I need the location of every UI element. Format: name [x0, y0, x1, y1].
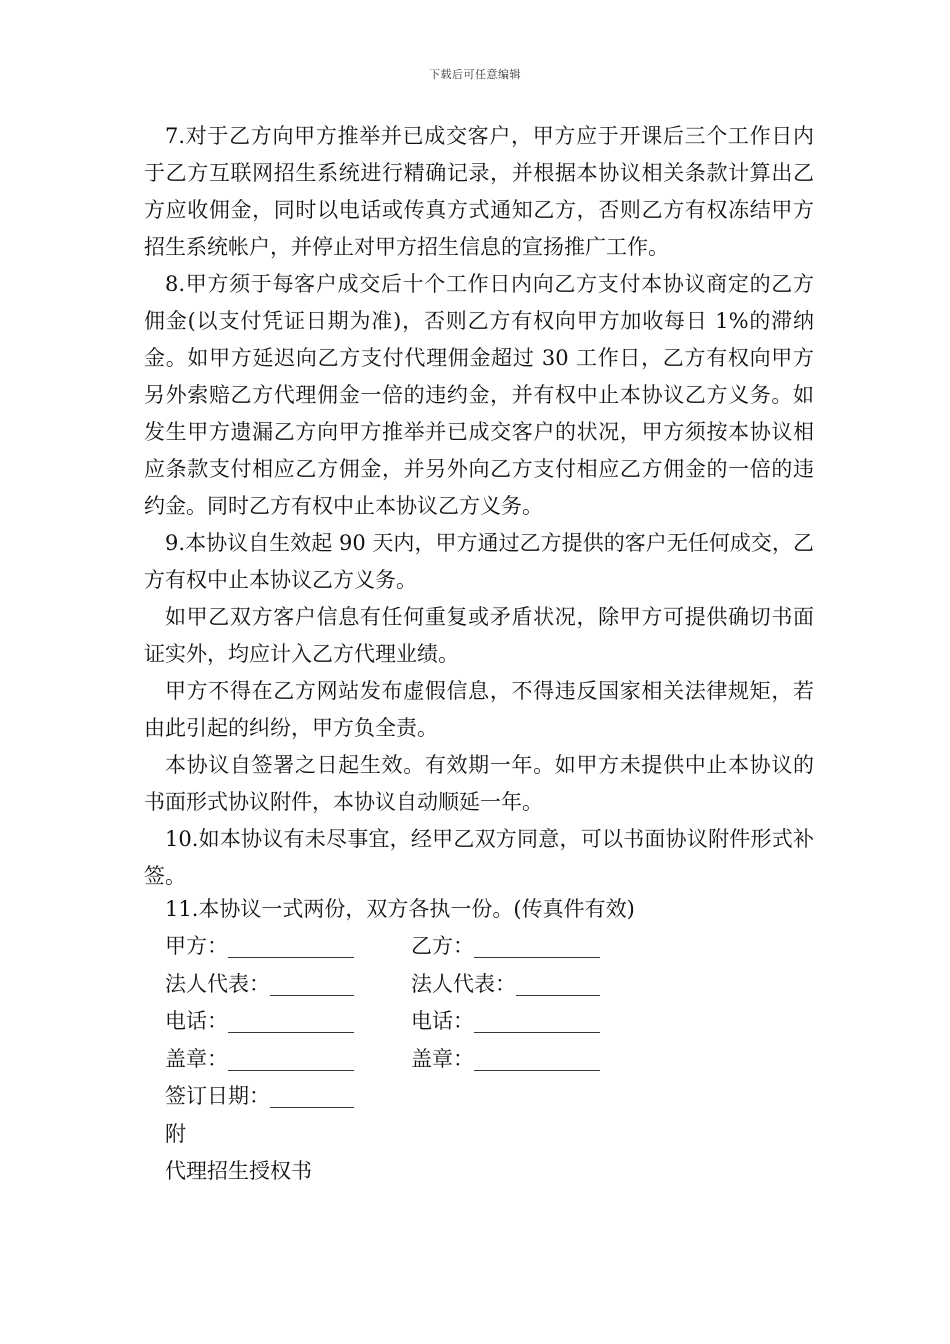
clause-duplicate-info: 如甲乙双方客户信息有任何重复或矛盾状况，除甲方可提供确切书面证实外，均应计入乙方代理业绩。	[144, 605, 814, 666]
rep-b-field: 法人代表：________	[411, 971, 600, 996]
clause-9: 9.本协议自生效起 90 天内，甲方通过乙方提供的客户无任何成交，乙方有权中止本协议乙方义务。	[144, 531, 814, 592]
document-body	[144, 118, 814, 895]
phone-b-field: 电话：____________	[411, 1009, 600, 1033]
clause-11: 11.本协议一式两份，双方各执一份。(传真件有效)	[165, 896, 635, 921]
page-header: 下载后可任意编辑	[429, 68, 521, 81]
representative-row	[165, 966, 765, 1004]
party-a-field: 甲方：____________	[165, 934, 354, 958]
sign-date-field: 签订日期：________	[165, 1084, 354, 1108]
party-b-field: 乙方：____________	[411, 934, 600, 958]
clause-7: 7.对于乙方向甲方推举并已成交客户，甲方应于开课后三个工作日内于乙方互联网招生系统进行精确记录，并根据本协议相关条款计算出乙方应收佣金，同时以电话或传真方式通知乙方，否则乙方有权冻结甲方招生系统帐户，并停止对甲方招生信息的宣扬推广工作。	[144, 124, 814, 259]
clause-effective-date: 本协议自签署之日起生效。有效期一年。如甲方未提供中止本协议的书面形式协议附件，本协议自动顺延一年。	[144, 753, 814, 814]
seal-row	[165, 1041, 765, 1079]
appendix-label: 附	[165, 1121, 186, 1146]
phone-a-field: 电话：____________	[165, 1009, 354, 1033]
clause-8: 8.甲方须于每客户成交后十个工作日内向乙方支付本协议商定的乙方佣金(以支付凭证日期为准)，否则乙方有权向甲方加收每日 1%的滞纳金。如甲方延迟向乙方支付代理佣金超过 30 工作日，乙方有权向甲方另外索赔乙方代理佣金一倍的违约金，并有权中止本协议乙方义务。如发生甲方遗漏乙方向甲方推举并已成交客户的状况，甲方须按本协议相应条款支付相应乙方佣金，并另外向乙方支付相应乙方佣金的一倍的违约金。同时乙方有权中止本协议乙方义务。	[144, 272, 814, 518]
seal-b-field: 盖章：____________	[411, 1046, 600, 1071]
clause-false-info: 甲方不得在乙方网站发布虚假信息，不得违反国家相关法律规矩，若由此引起的纠纷，甲方负全责。	[144, 679, 814, 740]
appendix-title: 代理招生授权书	[165, 1159, 312, 1183]
seal-a-field: 盖章：____________	[165, 1046, 354, 1071]
phone-row	[165, 1003, 765, 1041]
clause-10: 10.如本协议有未尽事宜，经甲乙双方同意，可以书面协议附件形式补签。	[144, 827, 814, 888]
party-row	[165, 928, 765, 966]
signature-block	[165, 896, 765, 1191]
rep-a-field: 法人代表：________	[165, 971, 354, 996]
